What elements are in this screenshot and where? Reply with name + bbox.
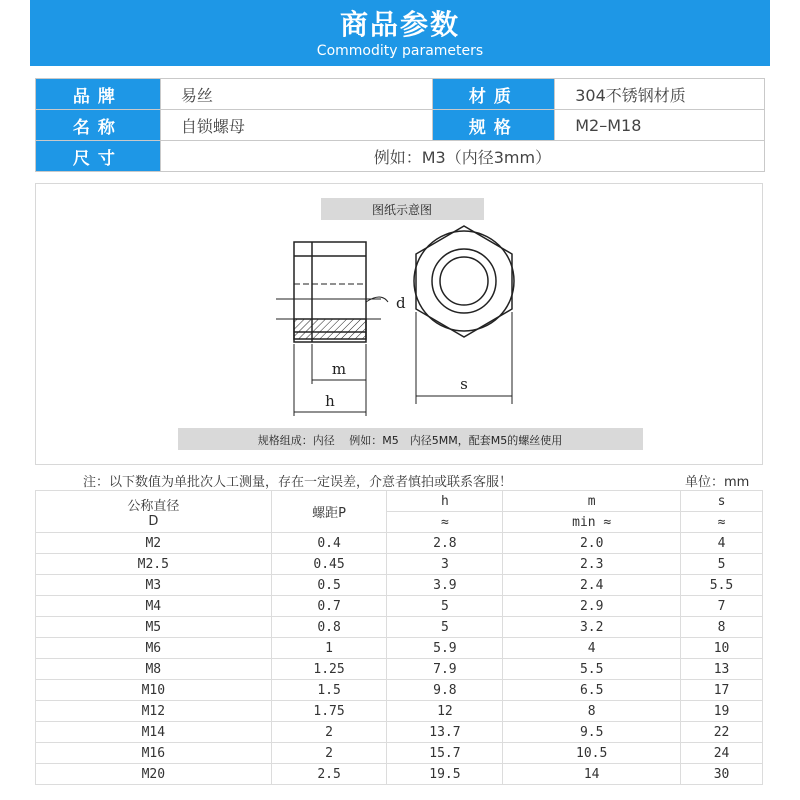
cell-s: 19	[681, 701, 763, 722]
cell-m: 6.5	[503, 680, 681, 701]
cell-h: 5	[387, 617, 503, 638]
table-row	[36, 764, 763, 785]
material-label: 材质	[433, 79, 555, 110]
table-row	[36, 638, 763, 659]
cell-s: 30	[681, 764, 763, 785]
table-row	[36, 722, 763, 743]
table-body	[36, 533, 763, 785]
name-label: 名称	[36, 110, 161, 141]
cell-h: 12	[387, 701, 503, 722]
cell-pitch: 0.4	[271, 533, 387, 554]
cell-s: 24	[681, 743, 763, 764]
material-value: 304不锈钢材质	[555, 79, 765, 110]
cell-diameter: M4	[36, 596, 272, 617]
label-d: d	[396, 294, 406, 312]
cell-h: 3	[387, 554, 503, 575]
cell-m: 2.3	[503, 554, 681, 575]
dimension-table	[35, 490, 763, 785]
cell-pitch: 1.5	[271, 680, 387, 701]
info-row-brand	[36, 79, 765, 110]
col-header-diameter-line2: D	[148, 513, 159, 529]
col-header-s: s	[681, 491, 763, 512]
cell-m: 5.5	[503, 659, 681, 680]
brand-label: 品牌	[36, 79, 161, 110]
spec-value: M2–M18	[555, 110, 765, 141]
page-title: 商品参数	[339, 8, 460, 41]
cell-diameter: M16	[36, 743, 272, 764]
cell-m: 8	[503, 701, 681, 722]
cell-diameter: M6	[36, 638, 272, 659]
cell-s: 7	[681, 596, 763, 617]
cell-pitch: 0.8	[271, 617, 387, 638]
table-row	[36, 617, 763, 638]
label-s: s	[460, 375, 468, 393]
col-header-diameter	[36, 491, 272, 533]
cell-h: 9.8	[387, 680, 503, 701]
cell-h: 13.7	[387, 722, 503, 743]
cell-m: 3.2	[503, 617, 681, 638]
cell-pitch: 2	[271, 743, 387, 764]
info-row-size	[36, 141, 765, 172]
cell-pitch: 1.25	[271, 659, 387, 680]
side-view	[276, 242, 388, 416]
table-row	[36, 533, 763, 554]
cell-s: 5.5	[681, 575, 763, 596]
cell-h: 2.8	[387, 533, 503, 554]
table-row	[36, 743, 763, 764]
col-header-h-approx: ≈	[387, 512, 503, 533]
cell-diameter: M5	[36, 617, 272, 638]
col-header-m-min: min ≈	[503, 512, 681, 533]
col-header-h: h	[387, 491, 503, 512]
spec-label: 规格	[433, 110, 555, 141]
cell-diameter: M8	[36, 659, 272, 680]
cell-diameter: M12	[36, 701, 272, 722]
cell-s: 13	[681, 659, 763, 680]
table-row	[36, 575, 763, 596]
cell-diameter: M10	[36, 680, 272, 701]
cell-h: 19.5	[387, 764, 503, 785]
cell-s: 10	[681, 638, 763, 659]
cell-m: 2.9	[503, 596, 681, 617]
cell-pitch: 0.45	[271, 554, 387, 575]
table-row	[36, 554, 763, 575]
cell-diameter: M2	[36, 533, 272, 554]
cell-pitch: 2	[271, 722, 387, 743]
cell-diameter: M3	[36, 575, 272, 596]
label-m: m	[331, 360, 347, 378]
cell-h: 7.9	[387, 659, 503, 680]
diagram-footer: 规格组成：内径 例如：M5 内径5MM，配套M5的螺丝使用	[257, 434, 563, 447]
col-header-pitch: 螺距P	[271, 491, 387, 533]
table-header-row-1	[36, 491, 763, 512]
cell-pitch: 0.5	[271, 575, 387, 596]
cell-h: 5	[387, 596, 503, 617]
cell-m: 2.0	[503, 533, 681, 554]
diagram-panel	[35, 183, 763, 465]
product-info-table	[35, 78, 765, 172]
name-value: 自锁螺母	[160, 110, 433, 141]
cell-m: 14	[503, 764, 681, 785]
label-h: h	[325, 392, 335, 410]
info-row-name	[36, 110, 765, 141]
size-value: 例如：M3（内径3mm）	[160, 141, 764, 172]
cell-diameter: M14	[36, 722, 272, 743]
cell-m: 9.5	[503, 722, 681, 743]
table-row	[36, 659, 763, 680]
brand-value: 易丝	[160, 79, 433, 110]
table-row	[36, 596, 763, 617]
cell-pitch: 2.5	[271, 764, 387, 785]
cell-s: 8	[681, 617, 763, 638]
col-header-diameter-line1: 公称直径	[127, 498, 180, 514]
cell-diameter: M20	[36, 764, 272, 785]
col-header-s-approx: ≈	[681, 512, 763, 533]
page-subtitle: Commodity parameters	[316, 43, 484, 59]
cell-s: 17	[681, 680, 763, 701]
cell-h: 3.9	[387, 575, 503, 596]
note-text: 注：以下数值为单批次人工测量，存在一定误差，介意者慎拍或联系客服！	[83, 475, 513, 490]
note-row	[35, 468, 763, 490]
cell-pitch: 0.7	[271, 596, 387, 617]
cell-m: 4	[503, 638, 681, 659]
size-label: 尺寸	[36, 141, 161, 172]
cell-m: 2.4	[503, 575, 681, 596]
cell-s: 5	[681, 554, 763, 575]
table-row	[36, 701, 763, 722]
cell-s: 4	[681, 533, 763, 554]
cell-diameter: M2.5	[36, 554, 272, 575]
col-header-m: m	[503, 491, 681, 512]
cell-s: 22	[681, 722, 763, 743]
cell-h: 5.9	[387, 638, 503, 659]
cell-pitch: 1	[271, 638, 387, 659]
header-banner	[30, 0, 770, 66]
table-row	[36, 680, 763, 701]
nut-drawing	[36, 184, 762, 464]
diagram-caption: 图纸示意图	[371, 203, 433, 217]
cell-m: 10.5	[503, 743, 681, 764]
cell-h: 15.7	[387, 743, 503, 764]
cell-pitch: 1.75	[271, 701, 387, 722]
unit-text: 单位：mm	[685, 475, 750, 490]
